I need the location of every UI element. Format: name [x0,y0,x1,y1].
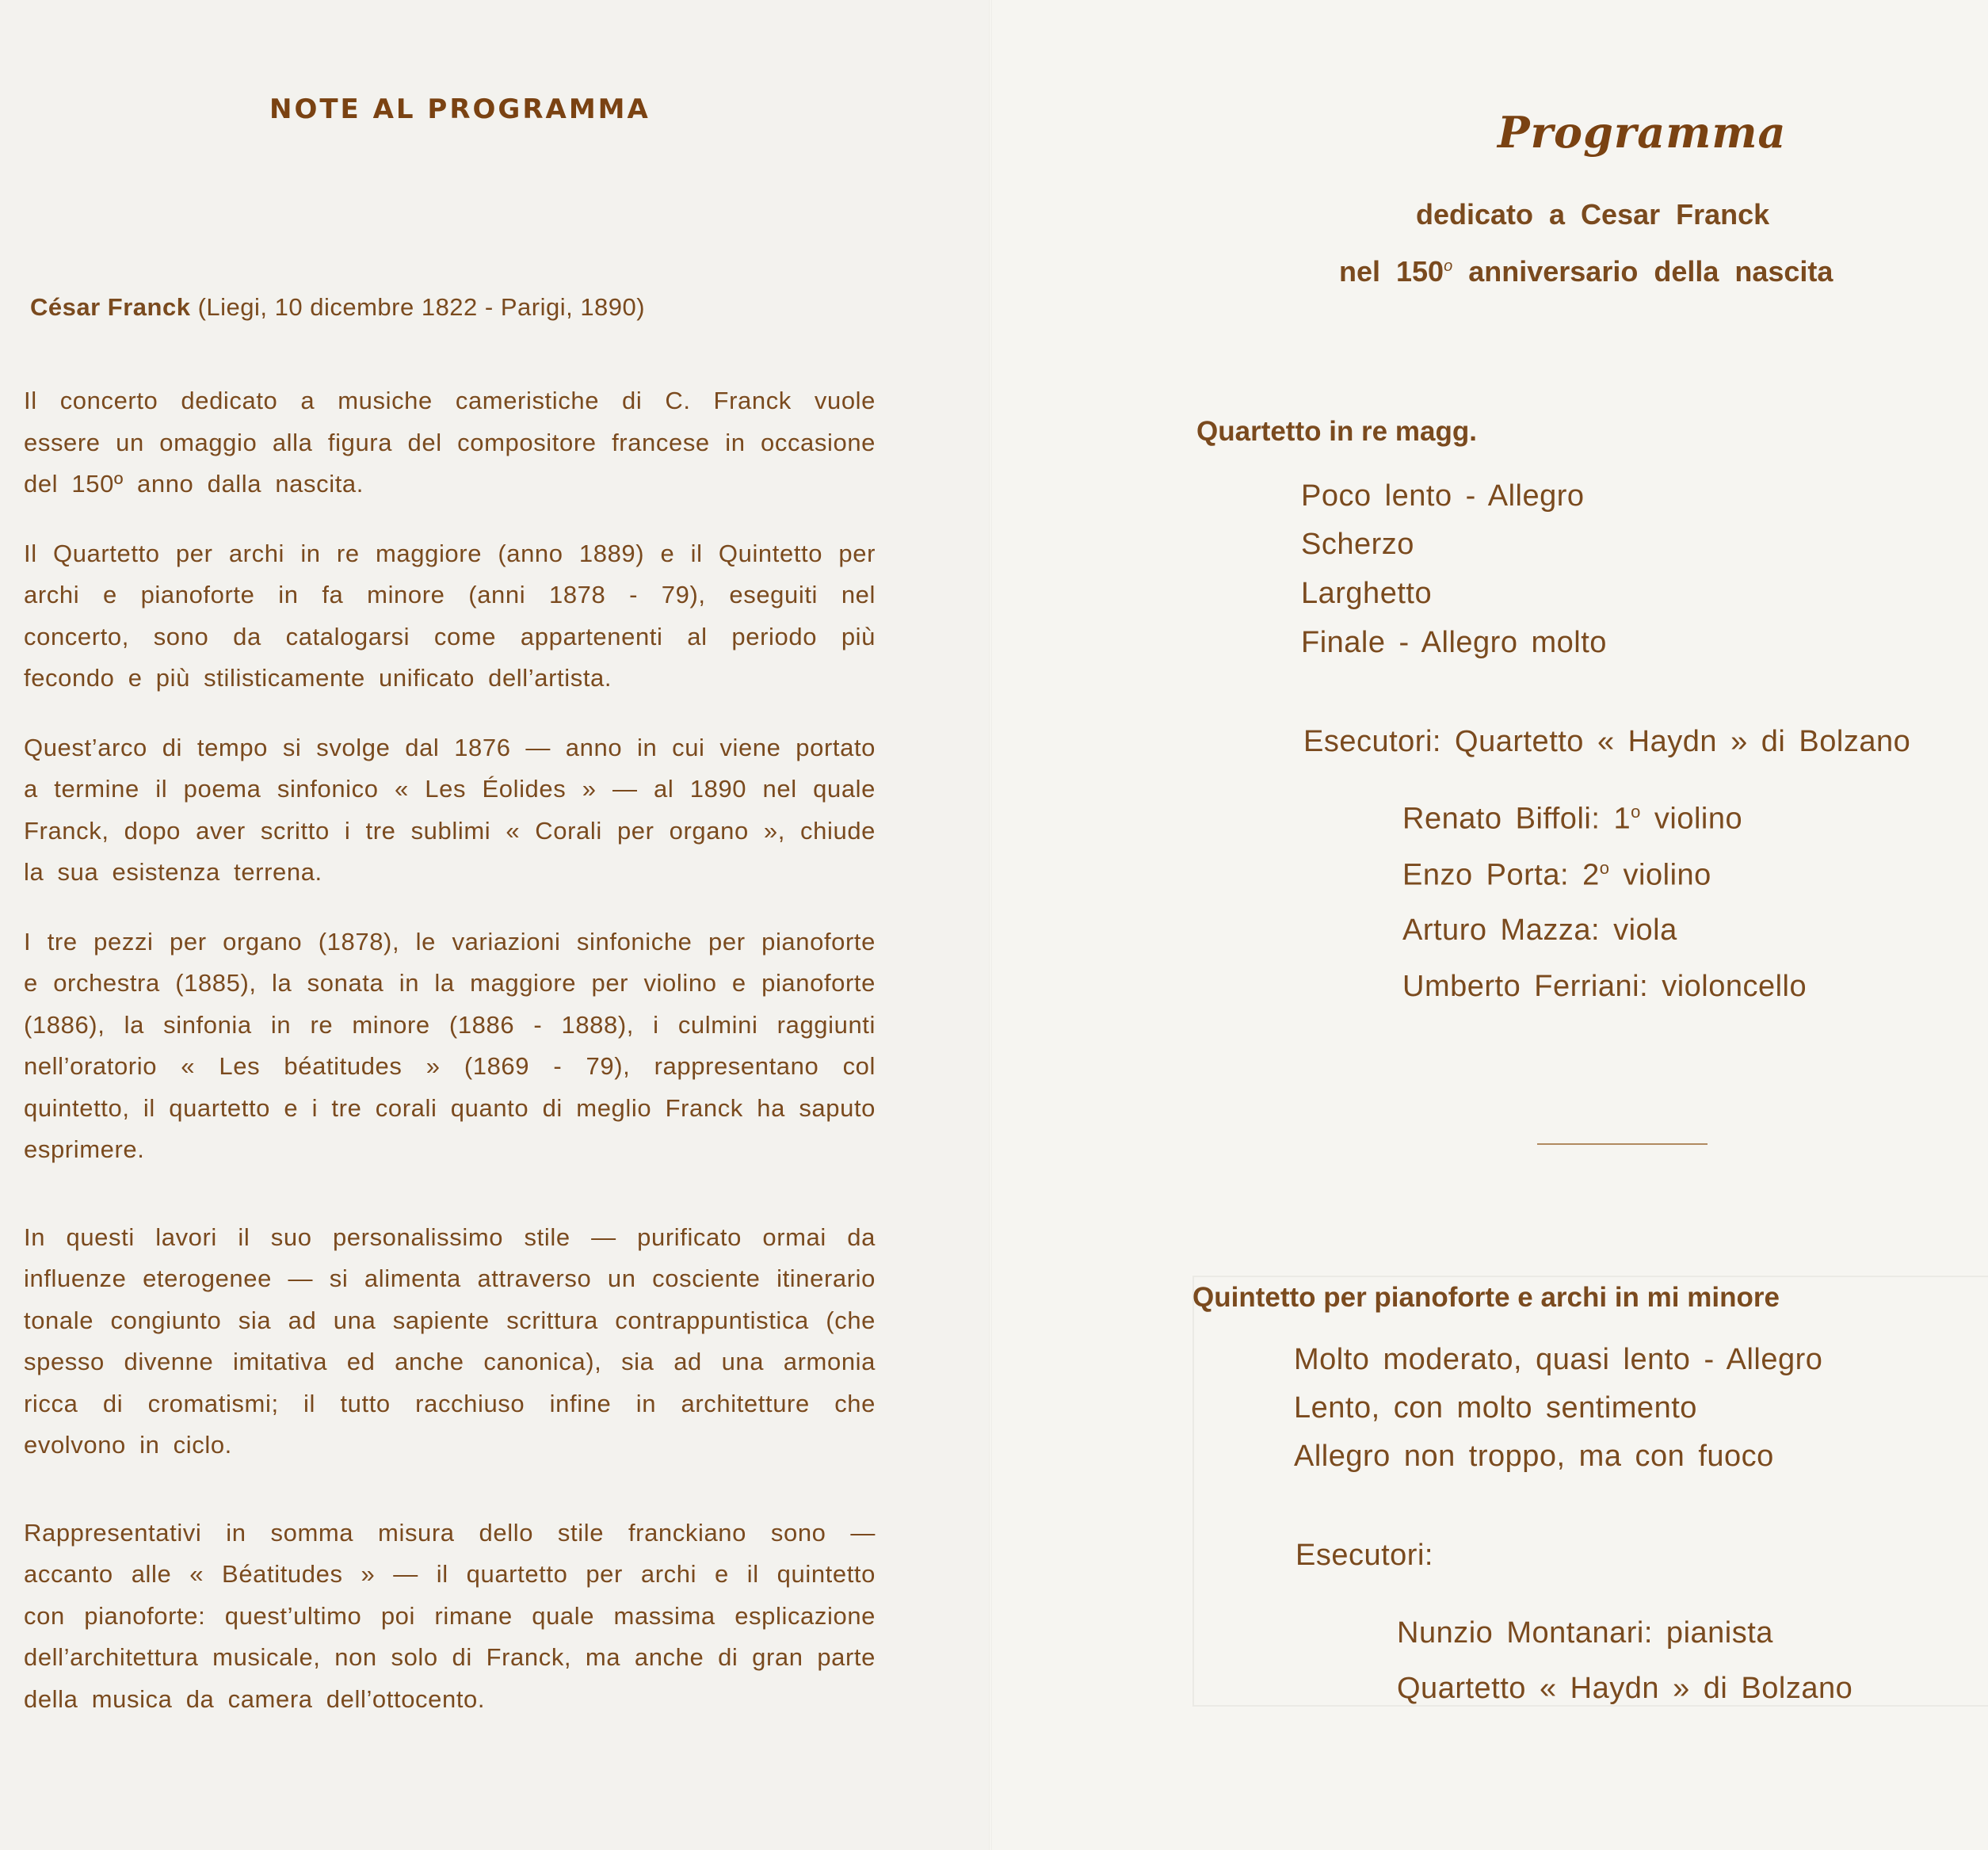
performer: Umberto Ferriani: violoncello [1402,970,1807,1003]
ordinal-sup: o [1631,802,1641,822]
quintet-movement: Allegro non troppo, ma con fuoco [1294,1440,1774,1473]
dedication-text: nel 150 [1339,255,1444,288]
performer-role: violino [1609,858,1711,892]
ordinal-sup: o [1599,858,1610,878]
quintet-movement: Lento, con molto sentimento [1294,1391,1697,1425]
author-line [30,293,645,322]
performer: Quartetto « Haydn » di Bolzano [1397,1672,1853,1705]
quintet-movement: Molto moderato, quasi lento - Allegro [1294,1343,1823,1376]
performer-name: Renato Biffoli: 1 [1402,802,1631,836]
performer-role: violino [1640,802,1743,836]
ordinal-sup: o [1444,257,1453,275]
quartet-title: Quartetto in re magg. [1196,416,1477,447]
dedication-line-2 [1339,255,1833,288]
performer [1402,802,1742,837]
performer: Nunzio Montanari: pianista [1397,1616,1773,1650]
performer [1402,858,1711,893]
quartet-movement: Finale - Allegro molto [1301,626,1607,659]
performer-name: Enzo Porta: 2 [1402,858,1600,892]
author-name: César Franck [30,293,191,321]
program-title: Programma [1498,107,1787,158]
paragraph: In questi lavori il suo personalissimo stile — purificato ormai da influenze eterogenee — si alimenta attraverso un cosciente itinerario tonale congiunto sia ad una sapiente scrittura contrappuntistica (che spesso divenne imitativa ed anche canonica), sia ad una armonia ricca di cromatismi; il tutto racchiuso infine in architetture che evolvono in ciclo. [24,1223,876,1459]
quintet-title: Quintetto per pianoforte e archi in mi minore [1192,1282,1780,1313]
performer: Arturo Mazza: viola [1402,914,1677,947]
paragraph: Il concerto dedicato a musiche cameristiche di C. Franck vuole essere un omaggio alla figura del compositore francese in occasione del 150º anno dalla nascita. [24,387,876,498]
quartet-performers: Esecutori: Quartetto « Haydn » di Bolzano [1303,725,1911,758]
notes-body [24,380,876,1748]
quintet-performers: Esecutori: [1295,1539,1433,1572]
dedication-text: anniversario della nascita [1452,255,1833,288]
quartet-movement: Scherzo [1301,528,1414,561]
section-divider [1537,1143,1708,1145]
paragraph: I tre pezzi per organo (1878), le variazioni sinfoniche per pianoforte e orchestra (1885), la sonata in la maggiore per violino e pianoforte (1886), la sinfonia in re minore (1886 - 1888), i culmini raggiunti nell’oratorio « Les béatitudes » (1869 - 79), rappresentano col quintetto, il quartetto e i tre corali quanto di meglio Franck ha saputo esprimere. [24,927,876,1163]
notes-title: NOTE AL PROGRAMMA [269,93,651,125]
paragraph: Il Quartetto per archi in re maggiore (anno 1889) e il Quintetto per archi e pianoforte in fa minore (anni 1878 - 79), eseguiti nel concerto, sono da catalogarsi come appartenenti al periodo più fecondo e più stilisticamente unificato dell’artista. [24,539,876,692]
author-dates: (Liegi, 10 dicembre 1822 - Parigi, 1890) [197,293,646,321]
quartet-movement: Larghetto [1301,577,1433,610]
quartet-movement: Poco lento - Allegro [1301,479,1585,513]
paragraph: Quest’arco di tempo si svolge dal 1876 — anno in cui viene portato a termine il poema sinfonico « Les Éolides » — al 1890 nel quale Franck, dopo aver scritto i tre sublimi « Corali per organo », chiude la sua esistenza terrena. [24,733,876,886]
paragraph: Rappresentativi in somma misura dello stile franckiano sono — accanto alle « Béatitudes » — il quartetto per archi e il quintetto con pianoforte: quest’ultimo poi rimane quale massima esplicazione dell’architettura musicale, non solo di Franck, ma anche di gran parte della musica da camera dell’ottocento. [24,1518,876,1713]
dedication-line-1: dedicato a Cesar Franck [1416,198,1770,231]
page-fold [989,0,992,1850]
